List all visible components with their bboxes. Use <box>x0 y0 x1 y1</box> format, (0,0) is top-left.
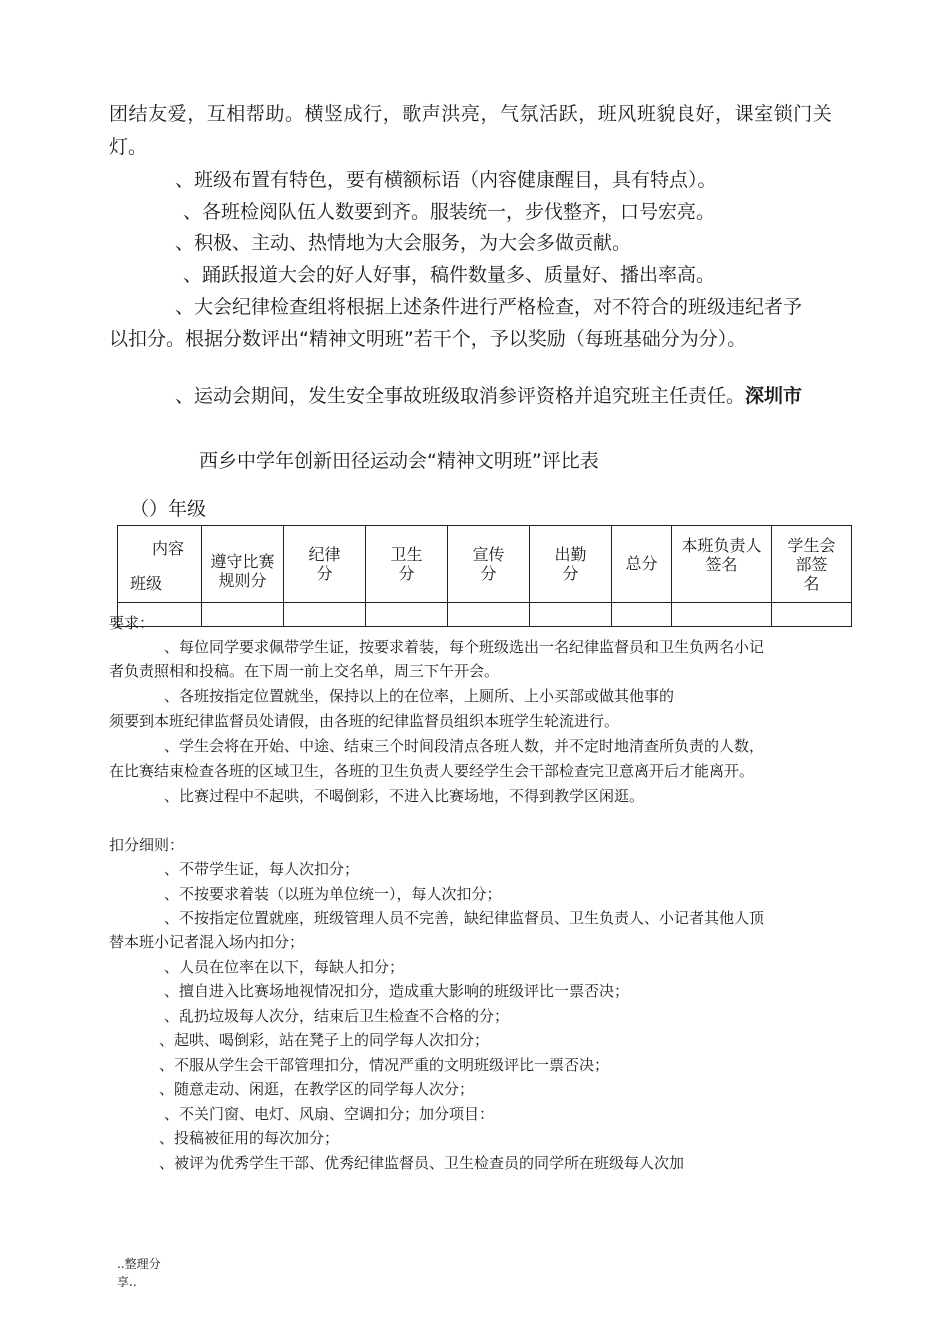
header-class: 班级 <box>130 573 163 593</box>
text-line: 、各班检阅队伍人数要到齐。服装统一，步伐整齐，口号宏亮。 <box>183 201 716 223</box>
table-cell[interactable] <box>612 603 672 627</box>
header-text: 签名 <box>705 555 738 575</box>
requirements-heading: 要求： <box>109 614 155 632</box>
text-line: 、投稿被征用的每次加分； <box>159 1129 340 1147</box>
text-line: 、随意走动、闲逛，在教学区的同学每人次分； <box>159 1080 475 1098</box>
text-line: 、不关门窗、电灯、风扇、空调扣分；加分项目： <box>164 1105 495 1123</box>
text-line: 、不服从学生会干部管理扣分，情况严重的文明班级评比一票否决； <box>159 1056 610 1074</box>
header-text: 本班负责人 <box>681 536 762 555</box>
text-line: 、被评为优秀学生干部、优秀纪律监督员、卫生检查员的同学所在班级每人次加 <box>159 1154 685 1172</box>
header-total-score: 总分 <box>612 526 672 603</box>
text-line: 、大会纪律检查组将根据上述条件进行严格检查，对不符合的班级违纪者予 <box>175 296 803 318</box>
header-text: 出勤 <box>554 544 587 564</box>
text-line: 、各班按指定位置就坐，保持以上的在位率，上厕所、上小买部或做其他事的 <box>164 687 675 705</box>
header-text: 学生会 <box>787 536 836 555</box>
table-cell[interactable] <box>366 603 448 627</box>
table-cell[interactable] <box>284 603 366 627</box>
table-cell[interactable] <box>202 603 284 627</box>
footer-text: ..整理分 <box>117 1257 161 1271</box>
text-line: 团结友爱，互相帮助。横竖成行，歌声洪亮，气氛活跃，班风班貌良好，课室锁门关 <box>109 103 833 125</box>
header-text: 宣传 <box>472 544 505 564</box>
header-rules-score <box>202 526 284 603</box>
header-class-leader-sign <box>672 526 772 603</box>
header-publicity-score <box>448 526 530 603</box>
header-discipline-score <box>284 526 366 603</box>
header-text: 部签 <box>795 555 828 575</box>
text-line: 、不按指定位置就座，班级管理人员不完善，缺纪律监督员、卫生负责人、小记者其他人顶 <box>164 909 765 927</box>
text-line: 、不按要求着装（以班为单位统一），每人次扣分； <box>164 885 502 903</box>
page-title: 西乡中学年创新田径运动会“精神文明班”评比表 <box>199 450 599 472</box>
text-line: 、人员在位率在以下，每缺人扣分； <box>164 958 405 976</box>
deduction-heading: 扣分细则： <box>109 836 185 854</box>
header-hygiene-score <box>366 526 448 603</box>
table-cell[interactable] <box>772 603 852 627</box>
diagonal-header-cell <box>118 526 202 603</box>
text-line: 、比赛过程中不起哄，不喝倒彩，不进入比赛场地，不得到教学区闲逛。 <box>164 787 645 805</box>
text-line: 、积极、主动、热情地为大会服务，为大会多做贡献。 <box>175 232 632 254</box>
header-text: 纪律 <box>308 544 341 564</box>
table-row <box>118 603 852 627</box>
text-line: 须要到本班纪律监督员处请假，由各班的纪律监督员组织本班学生轮流进行。 <box>109 712 620 730</box>
text-line: 、不带学生证，每人次扣分； <box>164 860 360 878</box>
header-text: 分 <box>562 564 579 583</box>
footer-text: 享.. <box>117 1275 137 1289</box>
score-table <box>117 525 852 627</box>
text-line: 、乱扔垃圾每人次分，结束后卫生检查不合格的分； <box>164 1007 510 1025</box>
text-line: 灯。 <box>109 136 148 158</box>
text-line: 、擅自进入比赛场地视情况扣分，造成重大影响的班级评比一票否决； <box>164 982 630 1000</box>
text-span: 、运动会期间，发生安全事故班级取消参评资格并追究班主任责任。 <box>175 385 746 407</box>
header-content: 内容 <box>152 539 185 558</box>
text-line <box>175 387 802 406</box>
text-span-bold: 深圳市 <box>745 385 803 407</box>
text-line: 替本班小记者混入场内扣分； <box>109 933 305 951</box>
header-text: 名 <box>803 574 820 594</box>
text-line: 、踊跃报道大会的好人好事，稿件数量多、质量好、播出率高。 <box>183 264 716 286</box>
header-text: 分 <box>480 564 497 583</box>
header-text: 卫生 <box>390 544 423 564</box>
text-line: 、班级布置有特色，要有横额标语（内容健康醒目，具有特点）。 <box>175 169 717 191</box>
grade-label: （）年级 <box>130 498 207 520</box>
text-line: 、学生会将在开始、中途、结束三个时间段清点各班人数，并不定时地清查所负责的人数， <box>164 737 765 755</box>
table-cell[interactable] <box>672 603 772 627</box>
table-cell[interactable] <box>448 603 530 627</box>
text-line: 者负责照相和投稿。在下周一前上交名单，周三下午开会。 <box>109 662 500 680</box>
header-attendance-score <box>530 526 612 603</box>
header-student-union-sign <box>772 526 852 603</box>
text-line: 、起哄、喝倒彩，站在凳子上的同学每人次扣分； <box>159 1031 490 1049</box>
table-header-row <box>118 526 852 603</box>
header-text: 遵守比赛 <box>210 551 275 571</box>
table-cell[interactable] <box>530 603 612 627</box>
text-line: 、每位同学要求佩带学生证，按要求着装，每个班级选出一名纪律监督员和卫生负两名小记 <box>164 638 765 656</box>
header-text: 分 <box>398 564 415 583</box>
header-text: 规则分 <box>218 571 267 590</box>
header-text: 分 <box>316 564 333 583</box>
text-line: 在比赛结束检查各班的区域卫生，各班的卫生负责人要经学生会干部检查完卫意离开后才能离开。 <box>109 762 755 780</box>
text-line: 以扣分。根据分数评出“精神文明班”若干个，予以奖励（每班基础分为分）。 <box>109 328 747 350</box>
